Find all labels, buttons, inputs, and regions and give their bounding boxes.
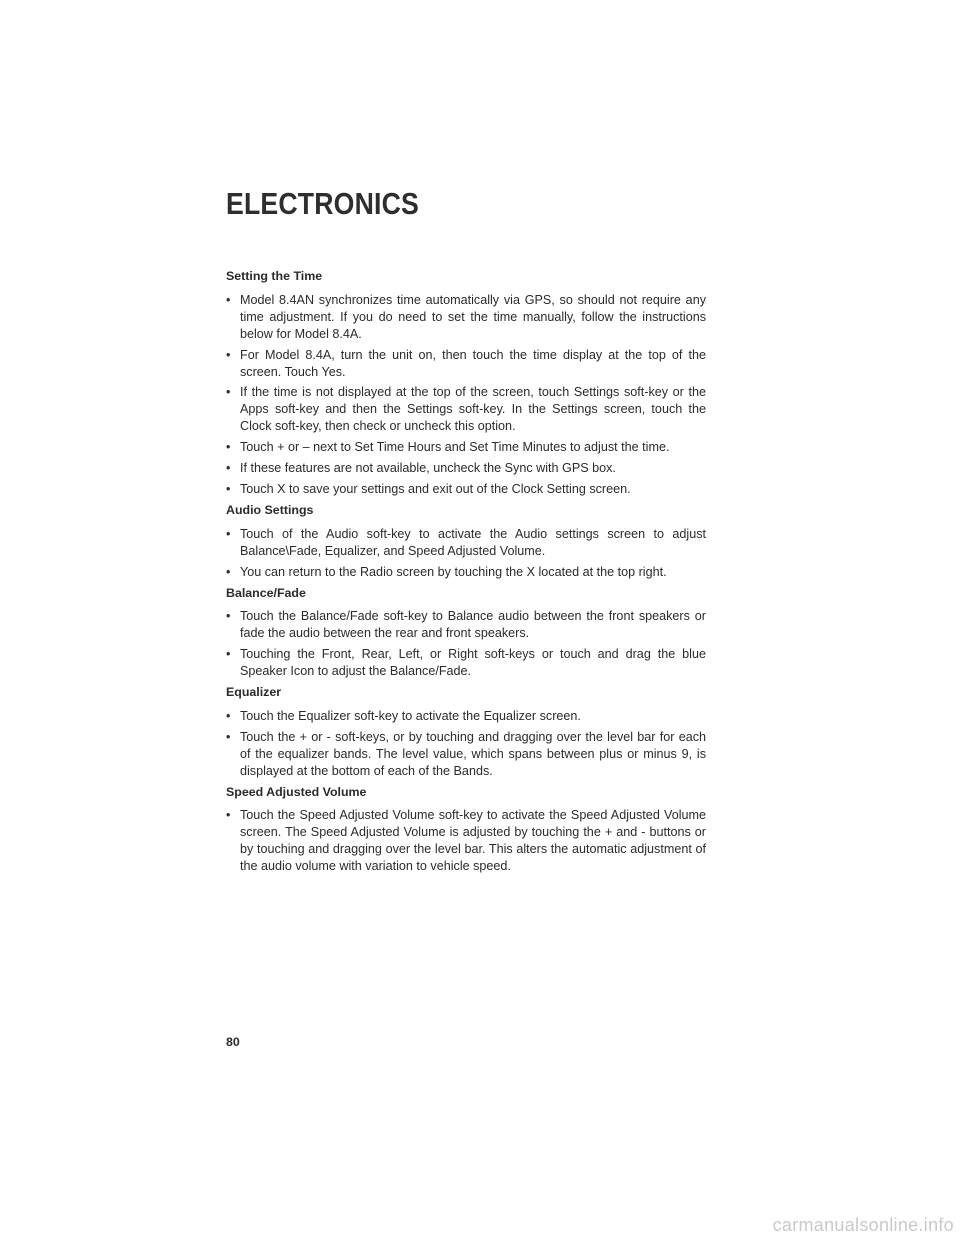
page-number: 80 [226, 1035, 240, 1049]
bullet-list-equalizer [226, 708, 706, 780]
list-item: • You can return to the Radio screen by touching the X located at the top right. [226, 564, 706, 581]
section-heading-audio-settings: Audio Settings [226, 502, 314, 517]
section-heading-equalizer: Equalizer [226, 685, 282, 700]
bullet-list-audio-settings [226, 526, 706, 581]
list-item: • Touch the Balance/Fade soft-key to Balance audio between the front speakers or fade the audio between the rear and front speakers. [226, 608, 706, 642]
section-heading-speed-adjusted-volume: Speed Adjusted Volume [226, 784, 367, 799]
list-item: • Touching the Front, Rear, Left, or Right soft-keys or touch and drag the blue Speaker Icon to adjust the Balance/Fade. [226, 646, 706, 680]
list-item: • Touch X to save your settings and exit out of the Clock Setting screen. [226, 481, 706, 498]
page-content [226, 268, 706, 879]
section-heading-setting-the-time: Setting the Time [226, 269, 323, 283]
list-item: • Touch the Equalizer soft-key to activate the Equalizer screen. [226, 708, 706, 725]
section-heading-balance-fade: Balance/Fade [226, 585, 306, 600]
page-title: ELECTRONICS [226, 186, 419, 221]
list-item: • Touch the Speed Adjusted Volume soft-key to activate the Speed Adjusted Volume screen. The Speed Adjusted Volume is adjusted by touching the + and - buttons or by touching and dragging over the level bar. This alters the automatic adjustment of the audio volume with variation to vehicle speed. [226, 807, 706, 875]
list-item: • Touch + or – next to Set Time Hours and Set Time Minutes to adjust the time. [226, 439, 706, 456]
bullet-list-setting-the-time [226, 292, 706, 498]
list-item: • For Model 8.4A, turn the unit on, then touch the time display at the top of the screen. Touch Yes. [226, 347, 706, 381]
list-item: • Model 8.4AN synchronizes time automatically via GPS, so should not require any time adjustment. If you do need to set the time manually, follow the instructions below for Model 8.4A. [226, 292, 706, 343]
bullet-list-balance-fade [226, 608, 706, 680]
list-item: • If the time is not displayed at the top of the screen, touch Settings soft-key or the Apps soft-key and then the Settings soft-key. In the Settings screen, touch the Clock soft-key, then check or uncheck this option. [226, 384, 706, 435]
list-item: • If these features are not available, uncheck the Sync with GPS box. [226, 460, 706, 477]
bullet-list-speed-adjusted-volume [226, 807, 706, 875]
list-item: • Touch the + or - soft-keys, or by touching and dragging over the level bar for each of the equalizer bands. The level value, which spans between plus or minus 9, is displayed at the bottom of each of the Bands. [226, 729, 706, 780]
watermark: carmanualsonline.info [772, 1215, 954, 1235]
list-item: • Touch of the Audio soft-key to activate the Audio settings screen to adjust Balance\Fade, Equalizer, and Speed Adjusted Volume. [226, 526, 706, 560]
